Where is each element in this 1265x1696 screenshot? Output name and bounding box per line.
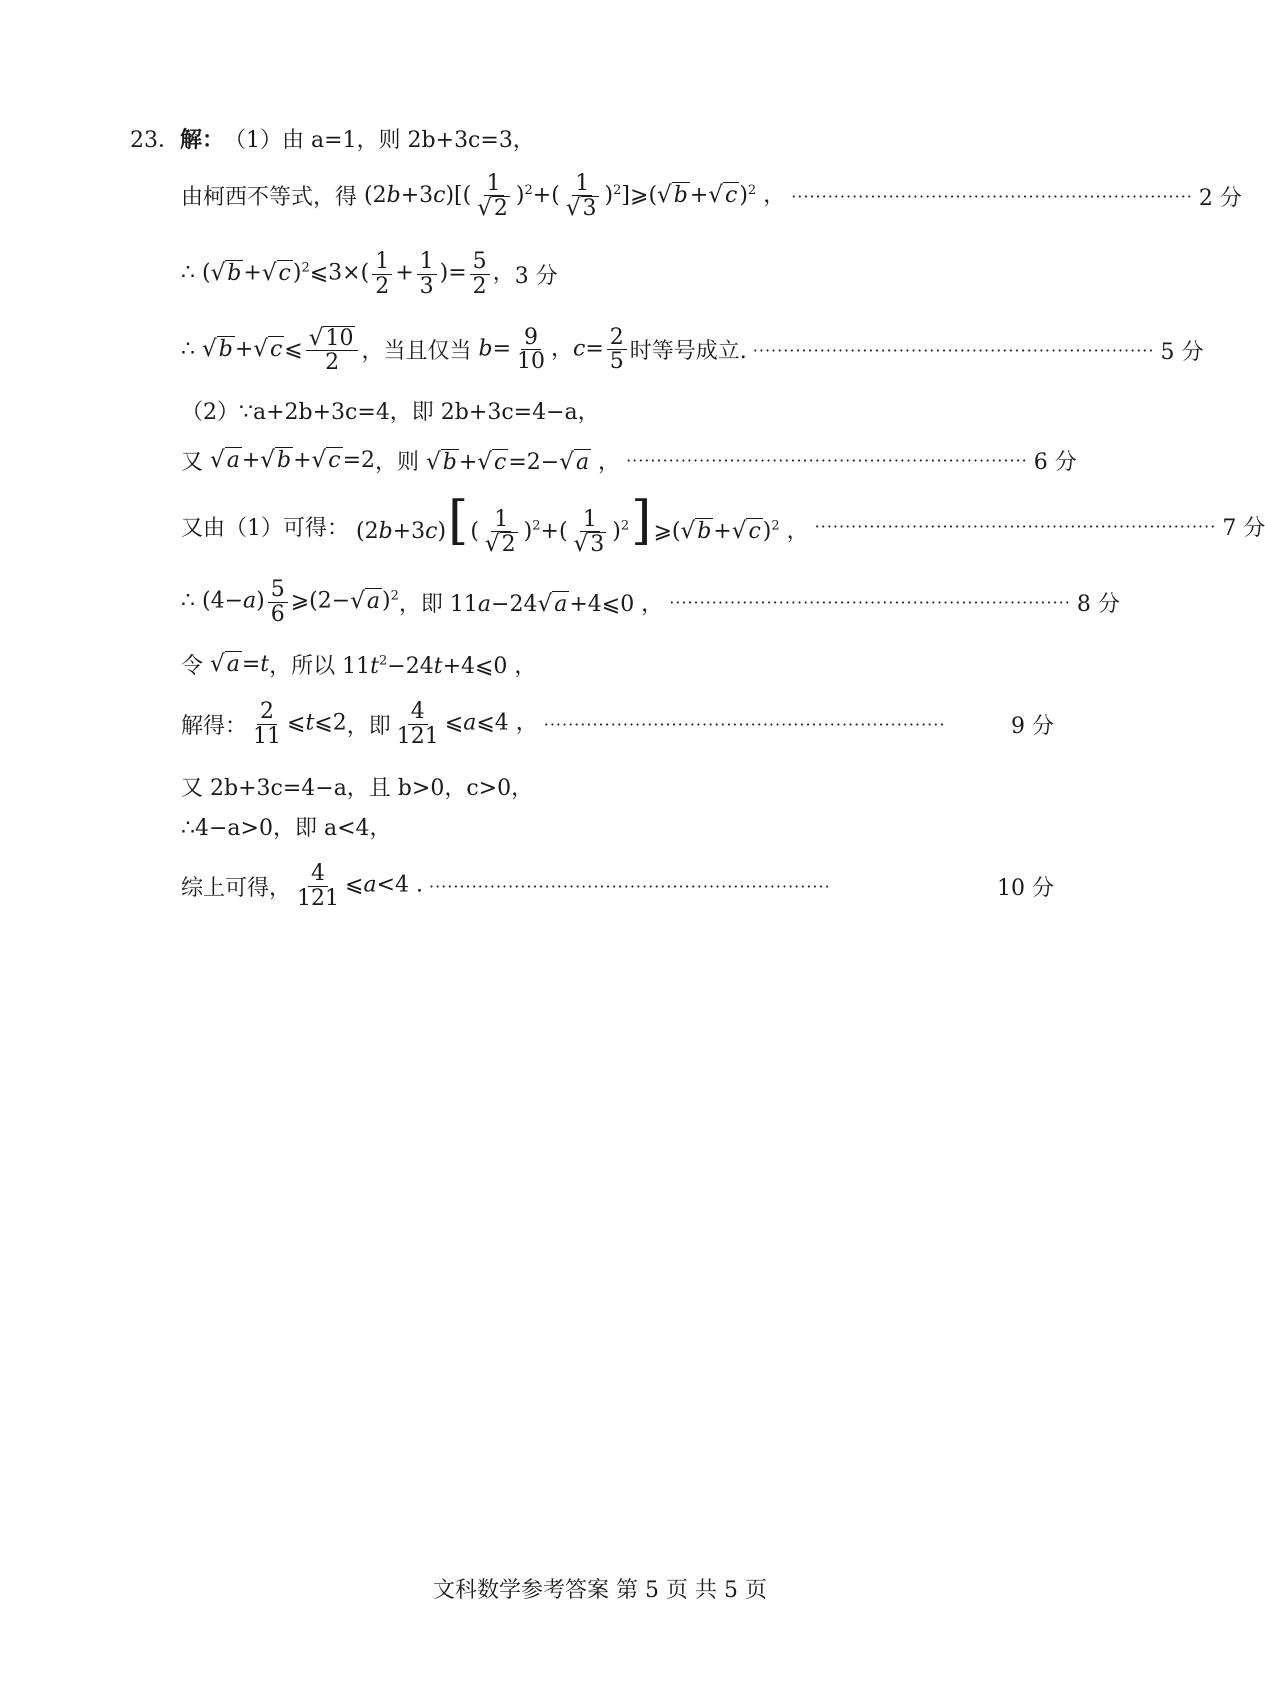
line-6-prefix: 又 — [181, 449, 204, 475]
line-6-mid: ，则 — [375, 449, 420, 475]
line-10-formula-a: $\frac{2}{11}$ ⩽t⩽2 — [253, 699, 347, 749]
score-2: 2 分 — [1198, 185, 1242, 211]
solve-label: 解： — [180, 126, 225, 153]
score-5: 5 分 — [1160, 339, 1204, 365]
line-6-formula-a: √ a + √ b + √ c =2 — [210, 447, 376, 473]
line-10-prefix: 解得： — [181, 713, 248, 739]
line-8-formula-a: ∴ (4−a) $\frac{5}{6}$ ⩾(2− √ a )$^2$ — [181, 577, 399, 627]
solution-line-3 — [181, 244, 1054, 304]
solution-line-2 — [181, 166, 1242, 226]
line-13-prefix: 综上可得， — [181, 875, 292, 901]
line-7-prefix: 又由（1）可得： — [181, 515, 349, 541]
solution-line-12 — [181, 796, 1054, 856]
line-9-formula-b: $11t^2-24t+4⩽0$ ， — [335, 653, 537, 679]
score-6: 6 分 — [1033, 449, 1077, 475]
score-7: 7 分 — [1222, 515, 1265, 541]
line-12-text: ∴4−a>0，即 a<4， — [181, 815, 392, 841]
line-9-prefix: 令 — [181, 653, 204, 679]
line-2-prefix: 由柯西不等式，得 — [181, 185, 358, 211]
leader-dots: ·································································· — [791, 186, 1193, 206]
solution-line-7 — [181, 491, 1265, 558]
score-8: 8 分 — [1076, 591, 1120, 617]
line-7-formula: (2b+3c)[( 1 √ 2 )$^2$+( 1 √ 3 )$^2$]⩾( √ b + √ c )$^2$ ， — [349, 491, 809, 558]
line-11-text: 又 2b+3c=4−a，且 b>0，c>0， — [181, 775, 534, 801]
line-13-formula: $\frac{4}{121}$ ⩽a<4 . — [297, 861, 423, 911]
part2-label: （2） — [181, 399, 239, 425]
line-9-mid: ，所以 — [269, 653, 336, 679]
line-6-formula-b: √ b + √ c =2− √ a ， — [426, 448, 621, 475]
part1-label: （1） — [224, 127, 283, 153]
leader-dots: ·································································· — [626, 450, 1028, 470]
leader-dots: ·································································· — [669, 592, 1071, 612]
problem-number: 23． — [130, 127, 180, 153]
score-10: 10 分 — [997, 875, 1054, 901]
line-9-formula-a: √ a =t — [210, 651, 270, 677]
line-8-formula-b: 11a−24 √ a +4⩽0 ， — [442, 590, 664, 617]
line-4-equality: b= $\frac{9}{10}$ ，c= $\frac{2}{5}$ — [471, 326, 629, 373]
score-9: 9 分 — [1011, 713, 1054, 739]
line-10-formula-b: $\frac{4}{121}$ ⩽a⩽4 ， — [396, 699, 538, 749]
cauchy-formula: (2b+3c)[( 1 √ 2 )$^2$+( 1 √ 3 )$^2$]⩾( √ b + √ c )$^2$ ， — [357, 170, 786, 221]
solution-line-9 — [181, 634, 1054, 694]
solution-line-6 — [181, 430, 1077, 490]
score-3: 3 分 — [514, 263, 558, 289]
line-10-mid: ，即 — [346, 713, 391, 739]
solution-line-8 — [181, 572, 1120, 632]
leader-dots: ·································································· — [752, 340, 1155, 360]
line-3-formula: ∴ ( √ b + √ c )$^2$⩽3×( $\frac{1}{2}$ + $\frac{1}{3}$ )= $\frac{5}{2}$ ， — [181, 249, 515, 299]
solution-line-1 — [130, 108, 1054, 168]
line-4-formula: ∴ √ b + √ c ⩽ √ 10 2 — [181, 326, 361, 374]
solution-line-10 — [181, 694, 1054, 754]
line-8-mid: ，即 — [398, 591, 443, 617]
leader-dots: ·································································· — [814, 516, 1217, 536]
line-4-condition: ，当且仅当 — [361, 339, 472, 365]
page-footer: 文科数学参考答案 第 5 页 共 5 页 — [433, 1578, 767, 1603]
line-4-tail: 时等号成立. — [629, 339, 747, 365]
leader-dots: ·································································· — [543, 714, 946, 734]
line-5-text: ∵a+2b+3c=4，即 2b+3c=4−a， — [239, 399, 600, 425]
solution-line-13 — [181, 856, 1054, 916]
solution-line-4 — [181, 320, 1204, 380]
leader-dots: ·································································· — [429, 876, 831, 896]
line-1-text: 由 a=1，则 2b+3c=3， — [282, 127, 535, 153]
